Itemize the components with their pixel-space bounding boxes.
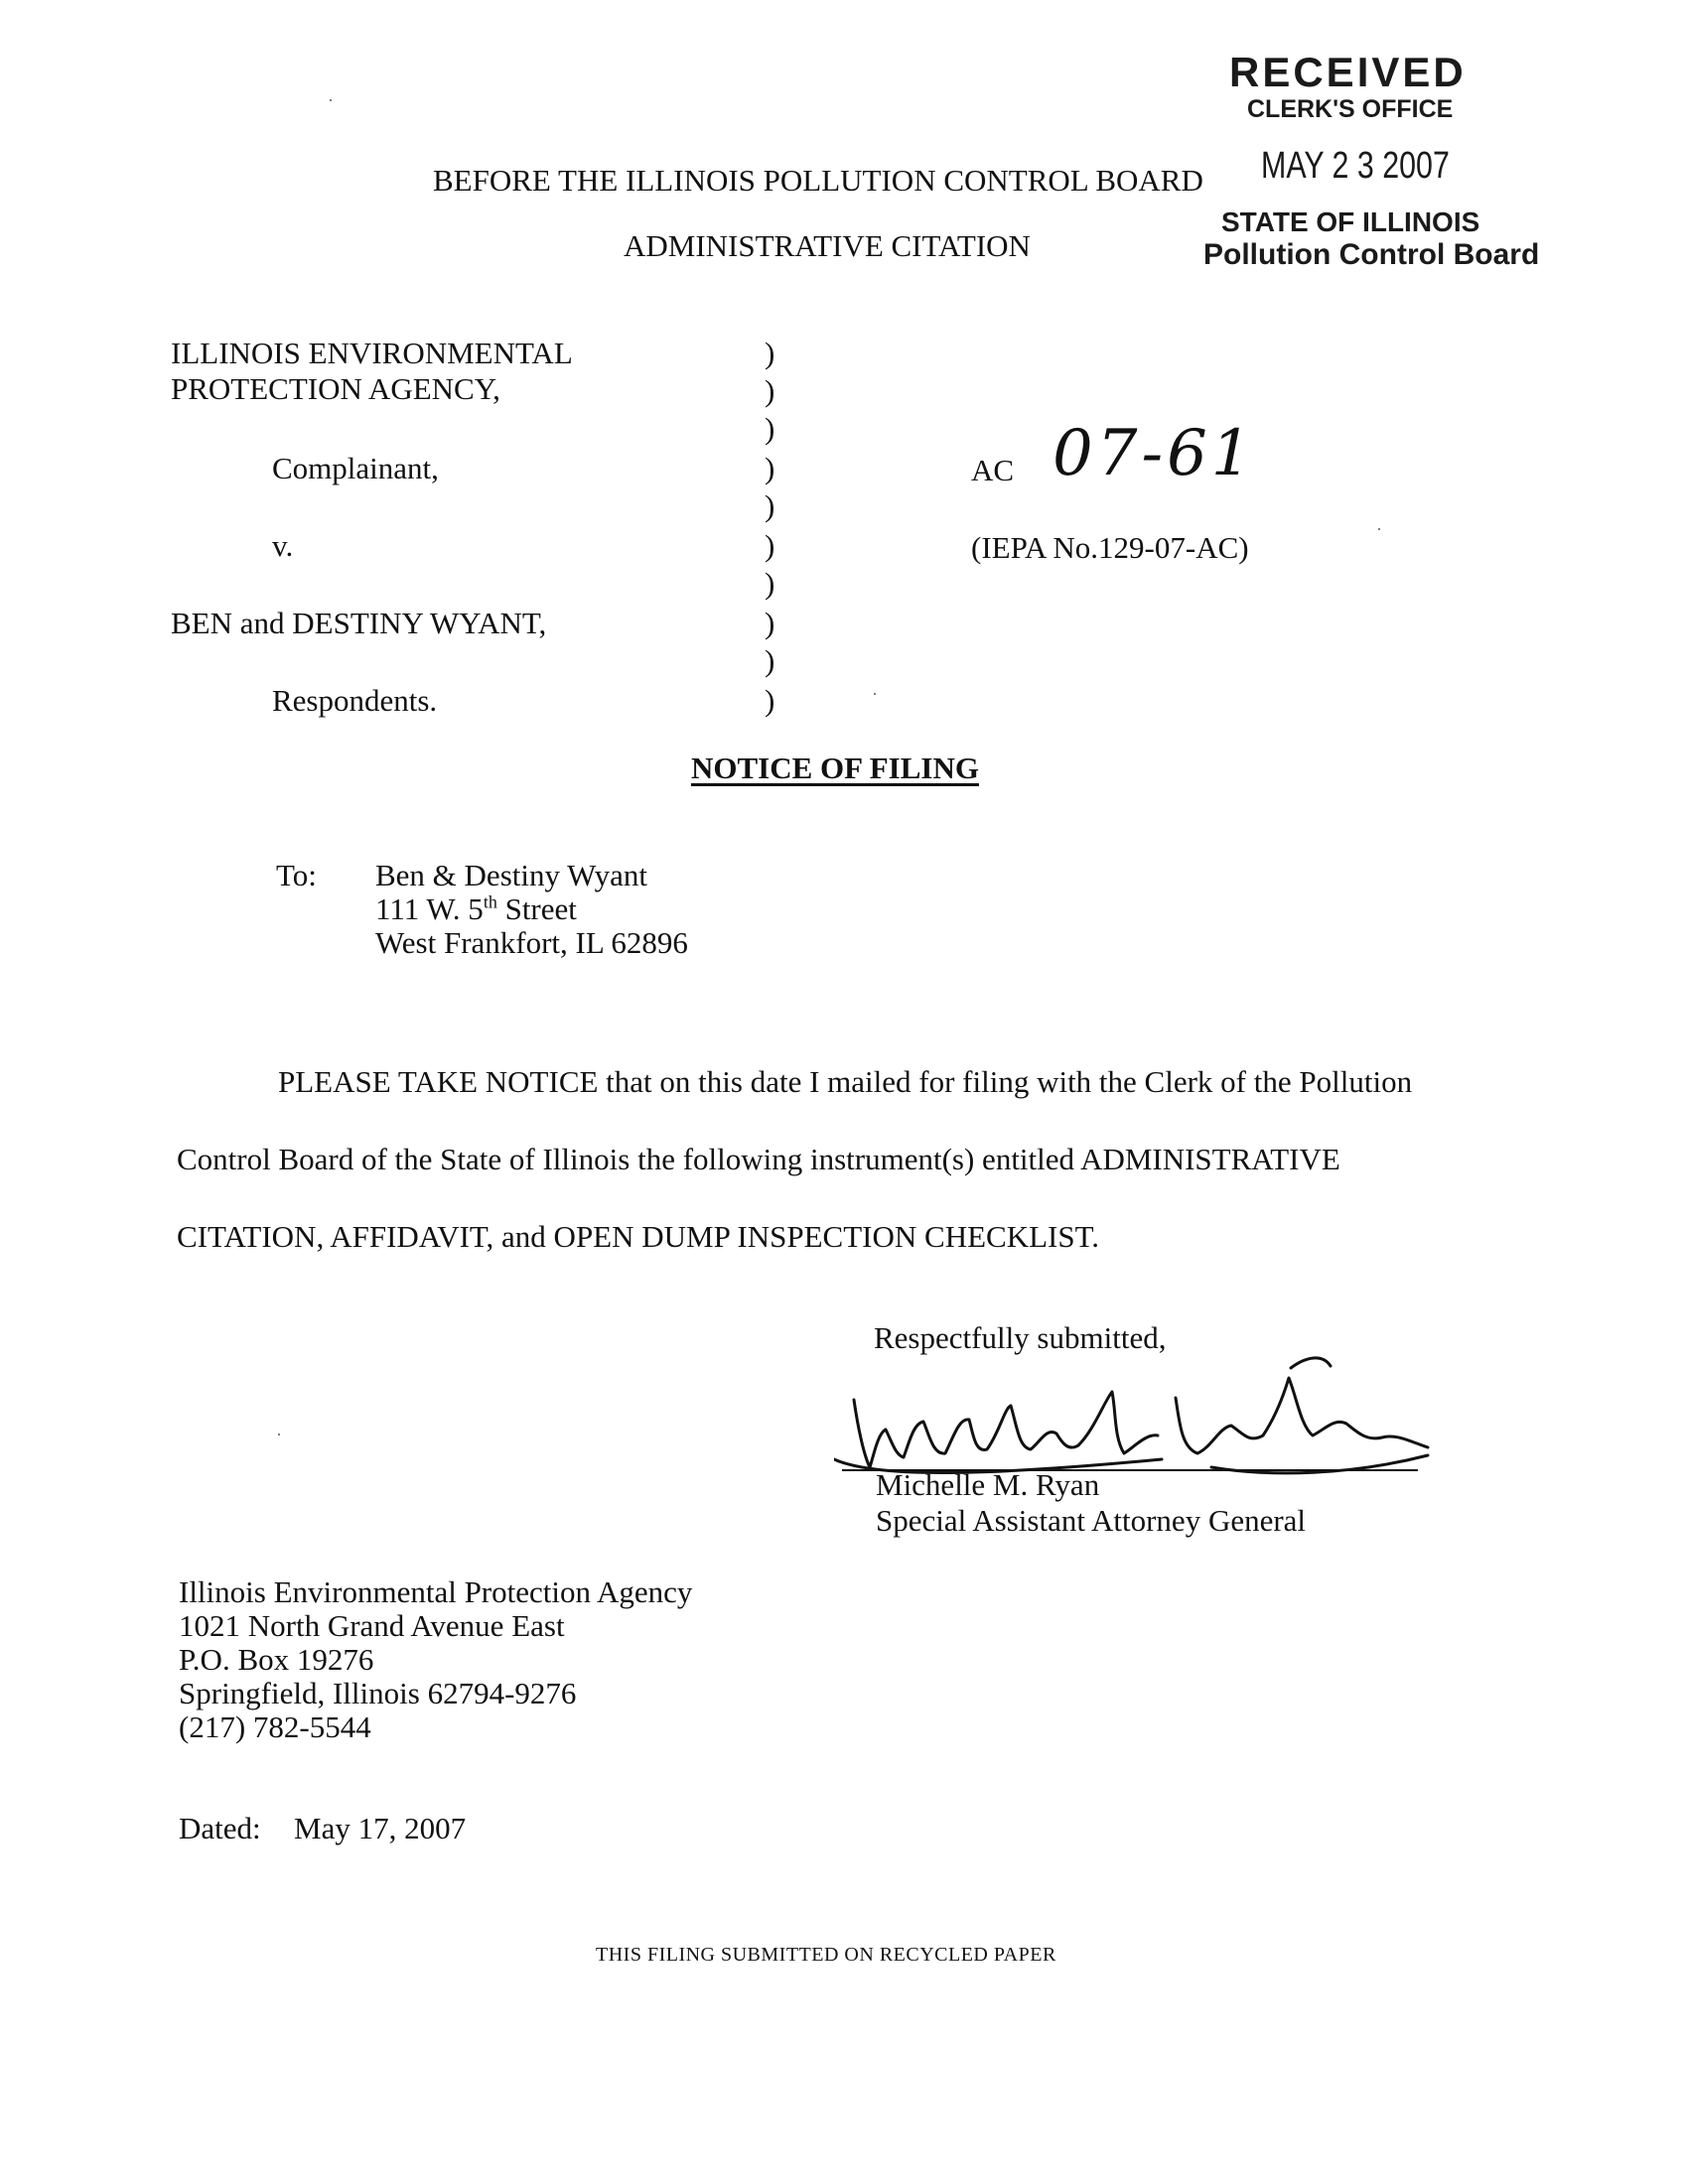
notice-heading: NOTICE OF FILING (691, 751, 979, 785)
address-line-1: Ben & Destiny Wyant (375, 858, 647, 892)
body-line-3: CITATION, AFFIDAVIT, and OPEN DUMP INSPECTION CHECKLIST. (177, 1219, 1099, 1254)
caption-paren: ) (765, 451, 775, 485)
stamp-clerks-office: CLERK'S OFFICE (1247, 95, 1454, 123)
versus: v. (272, 528, 294, 563)
footer-note: THIS FILING SUBMITTED ON RECYCLED PAPER (596, 1944, 1056, 1966)
address-line-2 (375, 891, 577, 927)
closing: Respectfully submitted, (874, 1320, 1167, 1355)
caption-paren: ) (765, 643, 775, 678)
scan-speck (330, 99, 332, 101)
dated-value: May 17, 2007 (294, 1811, 467, 1845)
caption-paren: ) (765, 683, 775, 718)
respondent-role: Respondents. (272, 683, 438, 718)
agency-line-4: Springfield, Illinois 62794-9276 (179, 1676, 577, 1710)
agency-line-5: (217) 782-5544 (179, 1709, 371, 1744)
stamp-date: MAY 2 3 2007 (1261, 145, 1450, 187)
caption-paren: ) (765, 373, 775, 408)
caption-paren: ) (765, 411, 775, 446)
to-label: To: (276, 858, 317, 892)
ac-label: AC (971, 453, 1015, 487)
stamp-received: RECEIVED (1229, 49, 1467, 95)
respondent-name: BEN and DESTINY WYANT, (171, 606, 547, 640)
caption-paren: ) (765, 528, 775, 563)
ac-number-handwritten: 07-61 (1052, 417, 1256, 490)
address-street-name: Street (496, 891, 577, 926)
address-line-3: West Frankfort, IL 62896 (375, 925, 688, 960)
scan-speck (1378, 528, 1380, 530)
court-title: BEFORE THE ILLINOIS POLLUTION CONTROL BOARD (433, 163, 1203, 198)
signer-name: Michelle M. Ryan (876, 1467, 1100, 1502)
scan-speck (278, 1433, 280, 1435)
caption-paren: ) (765, 488, 775, 523)
agency-line-2: 1021 North Grand Avenue East (179, 1608, 565, 1643)
stamp-state: STATE OF ILLINOIS (1221, 206, 1480, 237)
complainant-line-1: ILLINOIS ENVIRONMENTAL (171, 336, 573, 370)
stamp-board: Pollution Control Board (1203, 238, 1540, 271)
body-line-1: PLEASE TAKE NOTICE that on this date I mailed for filing with the Clerk of the Pollution (278, 1064, 1413, 1099)
caption-paren: ) (765, 336, 775, 370)
complainant-line-2: PROTECTION AGENCY, (171, 371, 500, 406)
signer-title: Special Assistant Attorney General (876, 1503, 1307, 1538)
body-line-2: Control Board of the State of Illinois the following instrument(s) entitled ADMINISTRATIVE (177, 1142, 1340, 1176)
complainant-role: Complainant, (272, 451, 439, 485)
caption-paren: ) (765, 566, 775, 601)
agency-line-3: P.O. Box 19276 (179, 1642, 374, 1677)
agency-line-1: Illinois Environmental Protection Agency (179, 1574, 693, 1609)
address-ordinal: th (483, 891, 497, 912)
scan-speck (874, 693, 876, 695)
citation-title: ADMINISTRATIVE CITATION (624, 228, 1031, 263)
dated-label: Dated: (179, 1811, 261, 1845)
address-street-number: 111 W. 5 (375, 891, 484, 926)
iepa-number: (IEPA No.129-07-AC) (971, 530, 1249, 565)
caption-paren: ) (765, 606, 775, 640)
